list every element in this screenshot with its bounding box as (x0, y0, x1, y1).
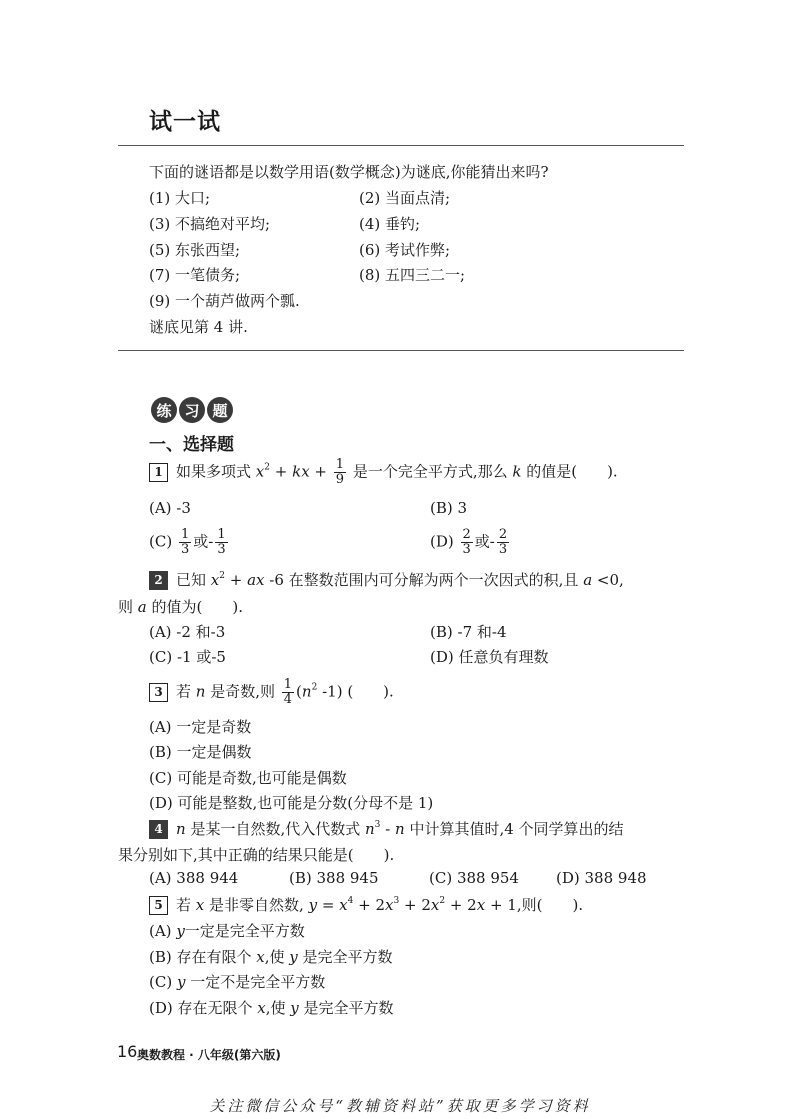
riddle-2: (2) 当面点清; (359, 189, 451, 207)
try-section-title: 试一试 (149, 108, 221, 135)
question-number: 1 (149, 463, 168, 482)
opt-text: 一定是完全平方数 (184, 922, 305, 940)
q4-option-c: (C) 388 954 (429, 869, 519, 887)
var: y (176, 922, 185, 940)
exponent: 2 (219, 571, 225, 581)
var: x (257, 999, 266, 1017)
q-text: 中计算其值时,4 个同学算出的结 (404, 820, 624, 838)
fraction (334, 458, 346, 487)
q2-option-c: (C) -1 或-5 (149, 648, 226, 666)
var: n (195, 682, 206, 701)
fraction (179, 528, 191, 557)
riddle-8: (8) 五四三二一; (359, 266, 466, 284)
opt-text: ,使 (265, 999, 291, 1017)
numerator: 1 (180, 527, 190, 542)
exponent: 2 (311, 682, 318, 693)
q-text: 是某一自然数,代入代数式 (185, 820, 365, 838)
q-text: = (317, 896, 340, 914)
var: k (292, 462, 302, 481)
badge-char: 题 (207, 397, 233, 423)
numerator: 1 (335, 457, 345, 472)
q-text: 是非零自然数, (204, 896, 309, 914)
denominator: 9 (335, 472, 345, 487)
question-5 (149, 894, 583, 915)
badge-char: 习 (179, 397, 205, 423)
q-text: 则 (118, 598, 138, 616)
q4-option-a: (A) 388 944 (149, 869, 239, 887)
q-text: + (224, 571, 248, 589)
q-text: <0, (592, 571, 624, 589)
question-number: 3 (149, 683, 168, 702)
book-title: 奥数教程 · 八年级(第六版) (137, 1048, 281, 1062)
q3-option-a: (A) 一定是奇数 (149, 718, 252, 736)
var: y (289, 948, 298, 966)
opt-text: 是完全平方数 (297, 948, 393, 966)
q-text: ( (296, 682, 302, 701)
q1-option-c (149, 528, 230, 557)
riddle-6: (6) 考试作弊; (359, 241, 451, 259)
var: x (476, 896, 486, 914)
var: n (395, 820, 405, 838)
var: x (195, 896, 205, 914)
question-number: 2 (149, 571, 168, 590)
q-text: + (309, 462, 332, 481)
var: x (301, 462, 310, 481)
var: a (137, 598, 147, 616)
question-4 (149, 818, 624, 839)
var: x (385, 896, 394, 914)
denominator: 3 (180, 542, 190, 557)
q5-option-c (149, 971, 325, 992)
opt-text: 一定不是完全平方数 (185, 973, 326, 991)
exponent: 3 (374, 820, 381, 830)
var: x (339, 896, 348, 914)
numerator: 2 (498, 527, 508, 542)
numerator: 2 (462, 527, 471, 542)
question-2-line2 (118, 596, 243, 617)
q4-option-d: (D) 388 948 (556, 869, 647, 887)
q-text: + 2 (353, 896, 386, 914)
var: x (256, 948, 265, 966)
opt-text: ,使 (264, 948, 290, 966)
q-text: 若 (176, 682, 196, 701)
q2-option-a: (A) -2 和-3 (149, 623, 226, 641)
q-text: 是奇数,则 (205, 682, 280, 701)
q3-option-d: (D) 可能是整数,也可能是分数(分母不是 1) (149, 794, 434, 812)
riddle-answer-note: 谜底见第 4 讲. (149, 318, 248, 336)
var: x (256, 571, 265, 589)
q3-option-b: (B) 一定是偶数 (149, 743, 252, 761)
opt-text: (B) 存在有限个 (149, 948, 257, 966)
opt-label: (A) (149, 922, 177, 940)
exponent: 2 (264, 462, 270, 473)
var: n (364, 820, 375, 838)
riddle-intro: 下面的谜语都是以数学用语(数学概念)为谜底,你能猜出来吗? (149, 163, 549, 181)
denominator: 4 (283, 692, 293, 707)
exercise-badge (151, 397, 233, 423)
numerator: 1 (217, 527, 226, 542)
var: y (176, 973, 186, 991)
q2-option-d: (D) 任意负有理数 (430, 648, 549, 666)
var: y (308, 896, 318, 914)
exponent: 4 (347, 896, 354, 906)
var: n (301, 682, 312, 701)
fraction (461, 528, 473, 557)
q-text: - (380, 820, 395, 838)
q-text: 已知 (176, 571, 211, 589)
riddle-7: (7) 一笔债务; (149, 266, 241, 284)
opt-text: 是完全平方数 (298, 999, 394, 1017)
q2-option-b: (B) -7 和-4 (430, 623, 507, 641)
bottom-divider (118, 350, 684, 351)
var: a (583, 571, 593, 589)
q-text: + 2 (445, 896, 477, 914)
opt-label: (D) (430, 532, 459, 551)
q-text: + 2 (399, 896, 431, 914)
top-divider (118, 145, 684, 146)
riddle-1: (1) 大口; (149, 189, 211, 207)
opt-label: (C) (149, 973, 177, 991)
q3-option-c: (C) 可能是奇数,也可能是偶数 (149, 769, 347, 787)
question-number: 5 (149, 896, 168, 915)
q1-option-d (430, 528, 511, 557)
q-text: + 1,则( ). (485, 896, 584, 914)
exponent: 2 (439, 896, 446, 906)
badge-char: 练 (151, 397, 177, 423)
fraction (215, 528, 227, 557)
question-1 (149, 458, 618, 487)
question-2 (149, 569, 624, 590)
section-title: 一、选择题 (149, 435, 234, 455)
riddle-4: (4) 垂钓; (359, 215, 421, 233)
q-text: -1) ( ). (317, 682, 394, 701)
q-text: 的值为( ). (146, 598, 243, 616)
denominator: 3 (498, 542, 508, 557)
q1-option-b: (B) 3 (430, 499, 468, 517)
q-text: 的值是( ). (521, 462, 618, 481)
watermark-text: 关注微信公众号“教辅资料站”获取更多学习资料 (209, 1097, 591, 1115)
exponent: 3 (393, 896, 400, 906)
opt-text: 或- (193, 532, 214, 551)
page-number: 16 (117, 1042, 138, 1061)
fraction (497, 528, 509, 557)
question-4-line2: 果分别如下,其中正确的结果只能是( ). (118, 846, 395, 864)
riddle-5: (5) 东张西望; (149, 241, 241, 259)
fraction (282, 678, 294, 707)
var: k (512, 462, 522, 481)
q5-option-b (149, 946, 393, 967)
numerator: 1 (283, 677, 293, 692)
question-3 (149, 678, 394, 707)
denominator: 3 (217, 542, 226, 557)
q-text: + (269, 462, 293, 481)
q-text: 若 (176, 896, 196, 914)
q4-option-b: (B) 388 945 (289, 869, 379, 887)
opt-text: 或- (474, 532, 495, 551)
var: x (255, 462, 265, 481)
var: x (430, 896, 440, 914)
q5-option-d (149, 997, 394, 1018)
var: y (290, 999, 299, 1017)
denominator: 3 (462, 542, 471, 557)
riddle-9: (9) 一个葫芦做两个瓢. (149, 292, 300, 310)
opt-text: (D) 存在无限个 (149, 999, 258, 1017)
question-number: 4 (149, 820, 168, 839)
q-text: -6 在整数范围内可分解为两个一次因式的积,且 (264, 571, 584, 589)
riddle-3: (3) 不搞绝对平均; (149, 215, 271, 233)
q5-option-a (149, 920, 305, 941)
var: x (210, 571, 220, 589)
var: a (247, 571, 257, 589)
q-text: 如果多项式 (176, 462, 256, 481)
var: n (176, 820, 186, 838)
opt-label: (C) (149, 532, 177, 551)
q-text: 是一个完全平方式,那么 (348, 462, 513, 481)
q1-option-a: (A) -3 (149, 499, 191, 517)
